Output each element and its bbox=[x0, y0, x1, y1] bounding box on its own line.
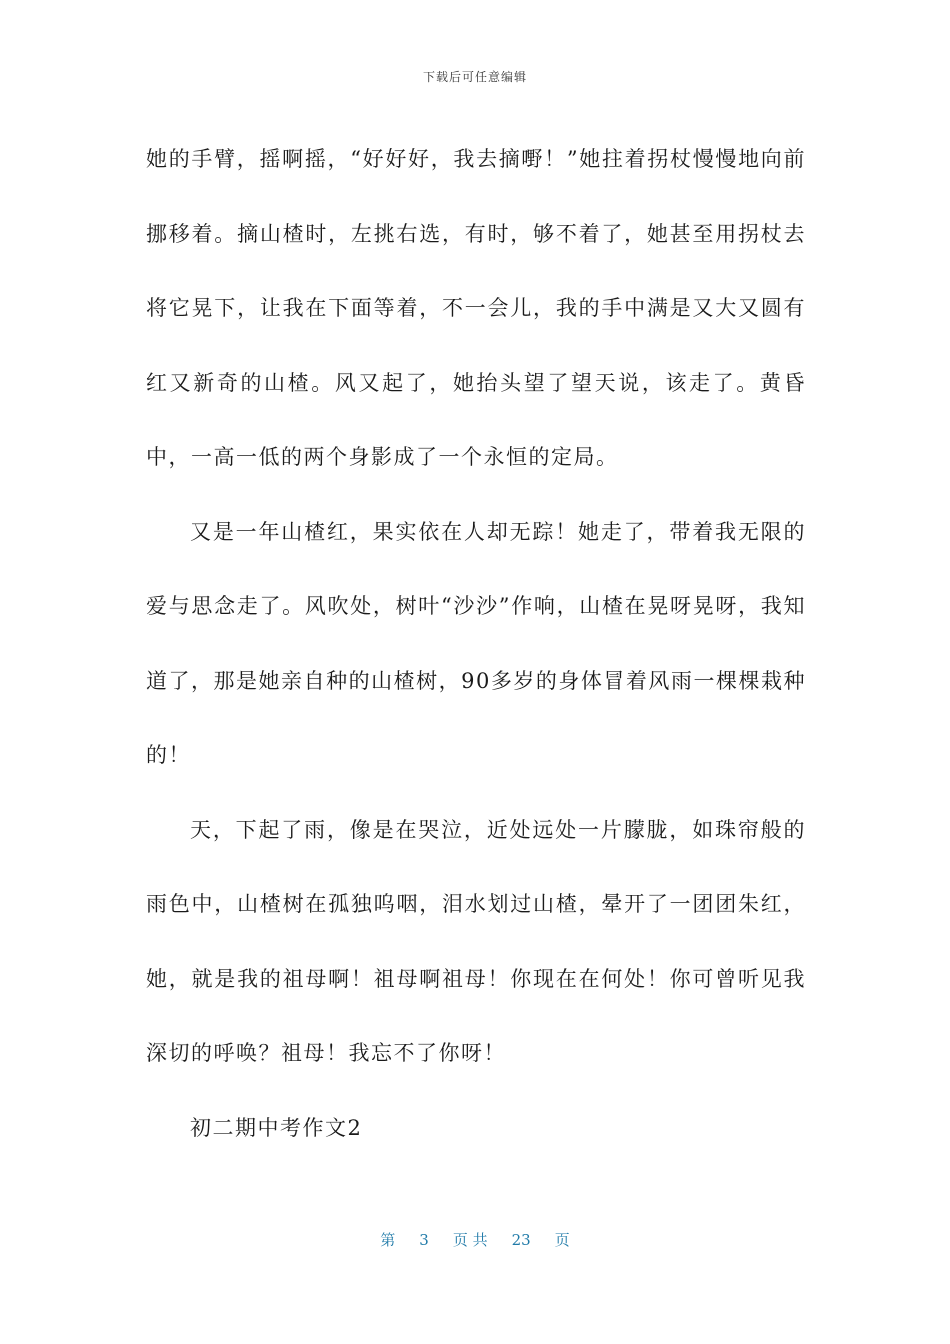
total-pages: 23 bbox=[511, 1231, 531, 1249]
page-number: 3 bbox=[419, 1231, 429, 1249]
paragraph-2: 又是一年山楂红，果实依在人却无踪！她走了，带着我无限的爱与思念走了。风吹处，树叶“沙沙”作响，山楂在晃呀晃呀，我知道了，那是她亲自种的山楂树，90多岁的身体冒着风雨一棵棵栽种的！ bbox=[146, 519, 806, 767]
total-label: 页 共 bbox=[452, 1231, 488, 1249]
paragraph-1: 她的手臂，摇啊摇，“好好好，我去摘嘢！”她拄着拐杖慢慢地向前挪移着。摘山楂时，左挑右选，有时，够不着了，她甚至用拐杖去将它晃下，让我在下面等着，不一会儿，我的手中满是又大又圆有红又新奇的山楂。风又起了，她抬头望了望天说，该走了。黄昏中，一高一低的两个身影成了一个永恒的定局。 bbox=[146, 147, 806, 469]
section-heading: 初二期中考作文2 bbox=[190, 1115, 363, 1140]
document-body bbox=[146, 122, 806, 1165]
paragraph-3: 天，下起了雨，像是在哭泣，近处远处一片朦胧，如珠帘般的雨色中，山楂树在孤独呜咽，泪水划过山楂，晕开了一团团朱红，她，就是我的祖母啊！祖母啊祖母！你现在在何处！你可曾听见我深切的呼唤？祖母！我忘不了你呀！ bbox=[146, 817, 806, 1065]
page-label: 第 bbox=[380, 1231, 396, 1249]
header-note: 下载后可任意编辑 bbox=[422, 70, 527, 84]
page-suffix: 页 bbox=[554, 1231, 570, 1249]
page-footer bbox=[0, 1229, 950, 1250]
